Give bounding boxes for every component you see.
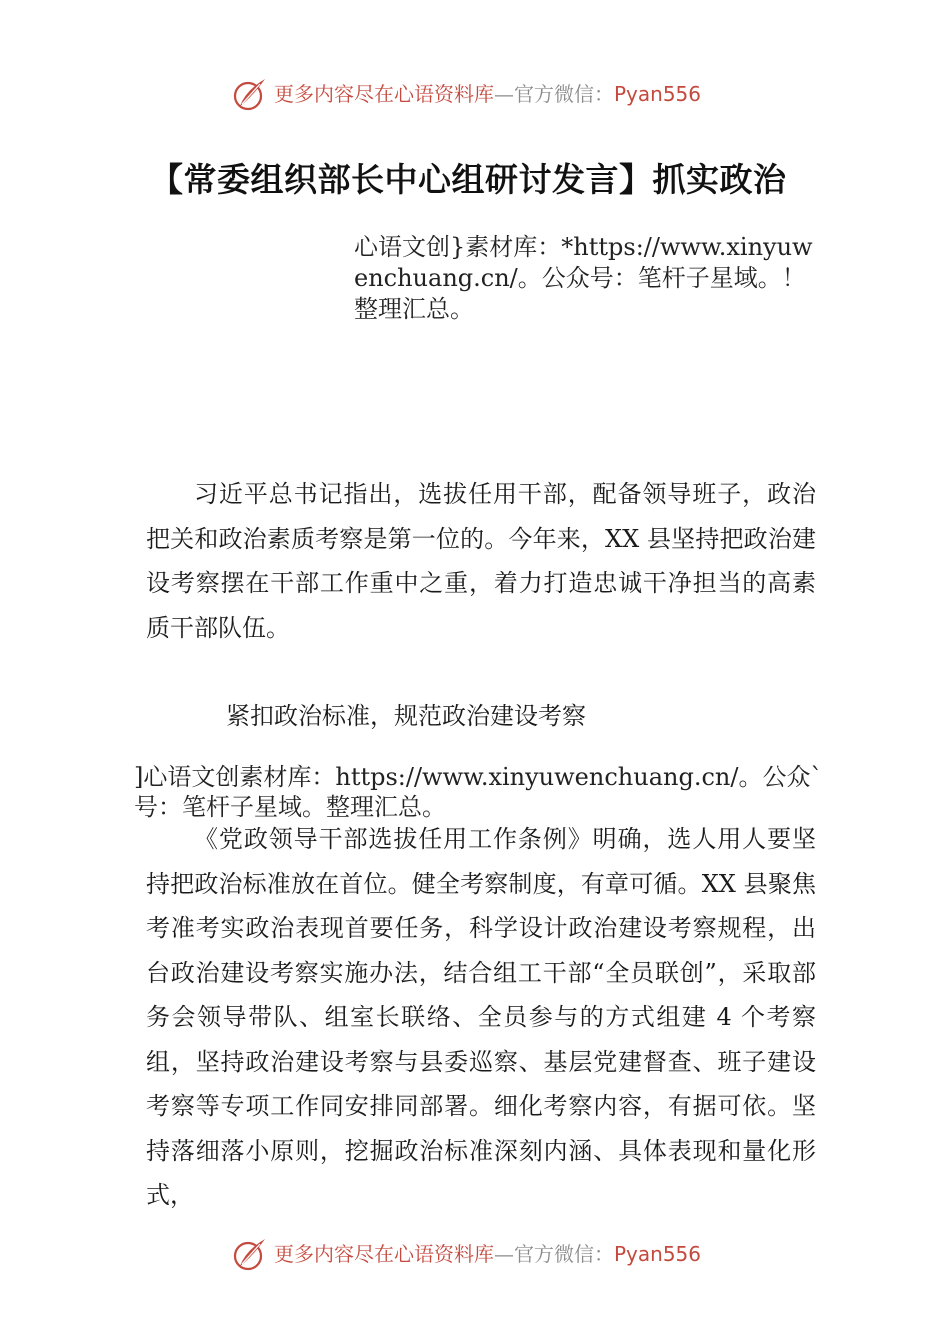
section-heading: 紧扣政治标准，规范政治建设考察 (226, 702, 586, 730)
banner-text (274, 80, 701, 108)
body-paragraph: 《党政领导干部选拔任用工作条例》明确，选人用人要坚持把政治标准放在首位。健全考察制度，有章可循。XX 县聚焦考准考实政治表现首要任务，科学设计政治建设考察规程，出台政治建设考察实施办法，结合组工干部“全员联创”，采取部务会领导带队、组室长联络、全员参与的方式组建 4 个考察组，坚持政治建设考察与县委巡察、基层党建督查、班子建设考察等专项工作同安排同部署。细化考察内容，有据可依。坚持落细落小原则，挖掘政治标准深刻内涵、具体表现和量化形式， (146, 825, 816, 1209)
banner-wechat-label: 官方微信： (514, 1242, 614, 1266)
banner-main-text: 更多内容尽在心语资料库 (274, 1242, 494, 1266)
quill-pen-logo-icon (232, 76, 268, 112)
intro-paragraph: 习近平总书记指出，选拔任用干部，配备领导班子，政治把关和政治素质考察是第一位的。今年来，XX 县坚持把政治建设考察摆在干部工作重中之重，着力打造忠诚干净担当的高素质干部队伍。 (146, 480, 816, 642)
banner-wechat-label: 官方微信： (514, 82, 614, 106)
source-note: 心语文创}素材库：*https://www.xinyuwenchuang.cn/。公众号：笔杆子星域。！整理汇总。 (354, 233, 813, 323)
banner-main-text: 更多内容尽在心语资料库 (274, 82, 494, 106)
header-banner (0, 74, 950, 114)
source-note-2: ]心语文创素材库：https://www.xinyuwenchuang.cn/。公众`号：笔杆子星域。整理汇总。 (134, 763, 823, 821)
footer-banner (0, 1234, 950, 1274)
document-title: 【常委组织部长中心组研讨发言】抓实政治 (150, 160, 787, 199)
banner-dash: — (494, 1242, 514, 1266)
banner-wechat-id: Pyan556 (614, 82, 702, 106)
banner-wechat-id: Pyan556 (614, 1242, 702, 1266)
banner-dash: — (494, 82, 514, 106)
banner-text (274, 1240, 701, 1268)
quill-pen-logo-icon (232, 1236, 268, 1272)
